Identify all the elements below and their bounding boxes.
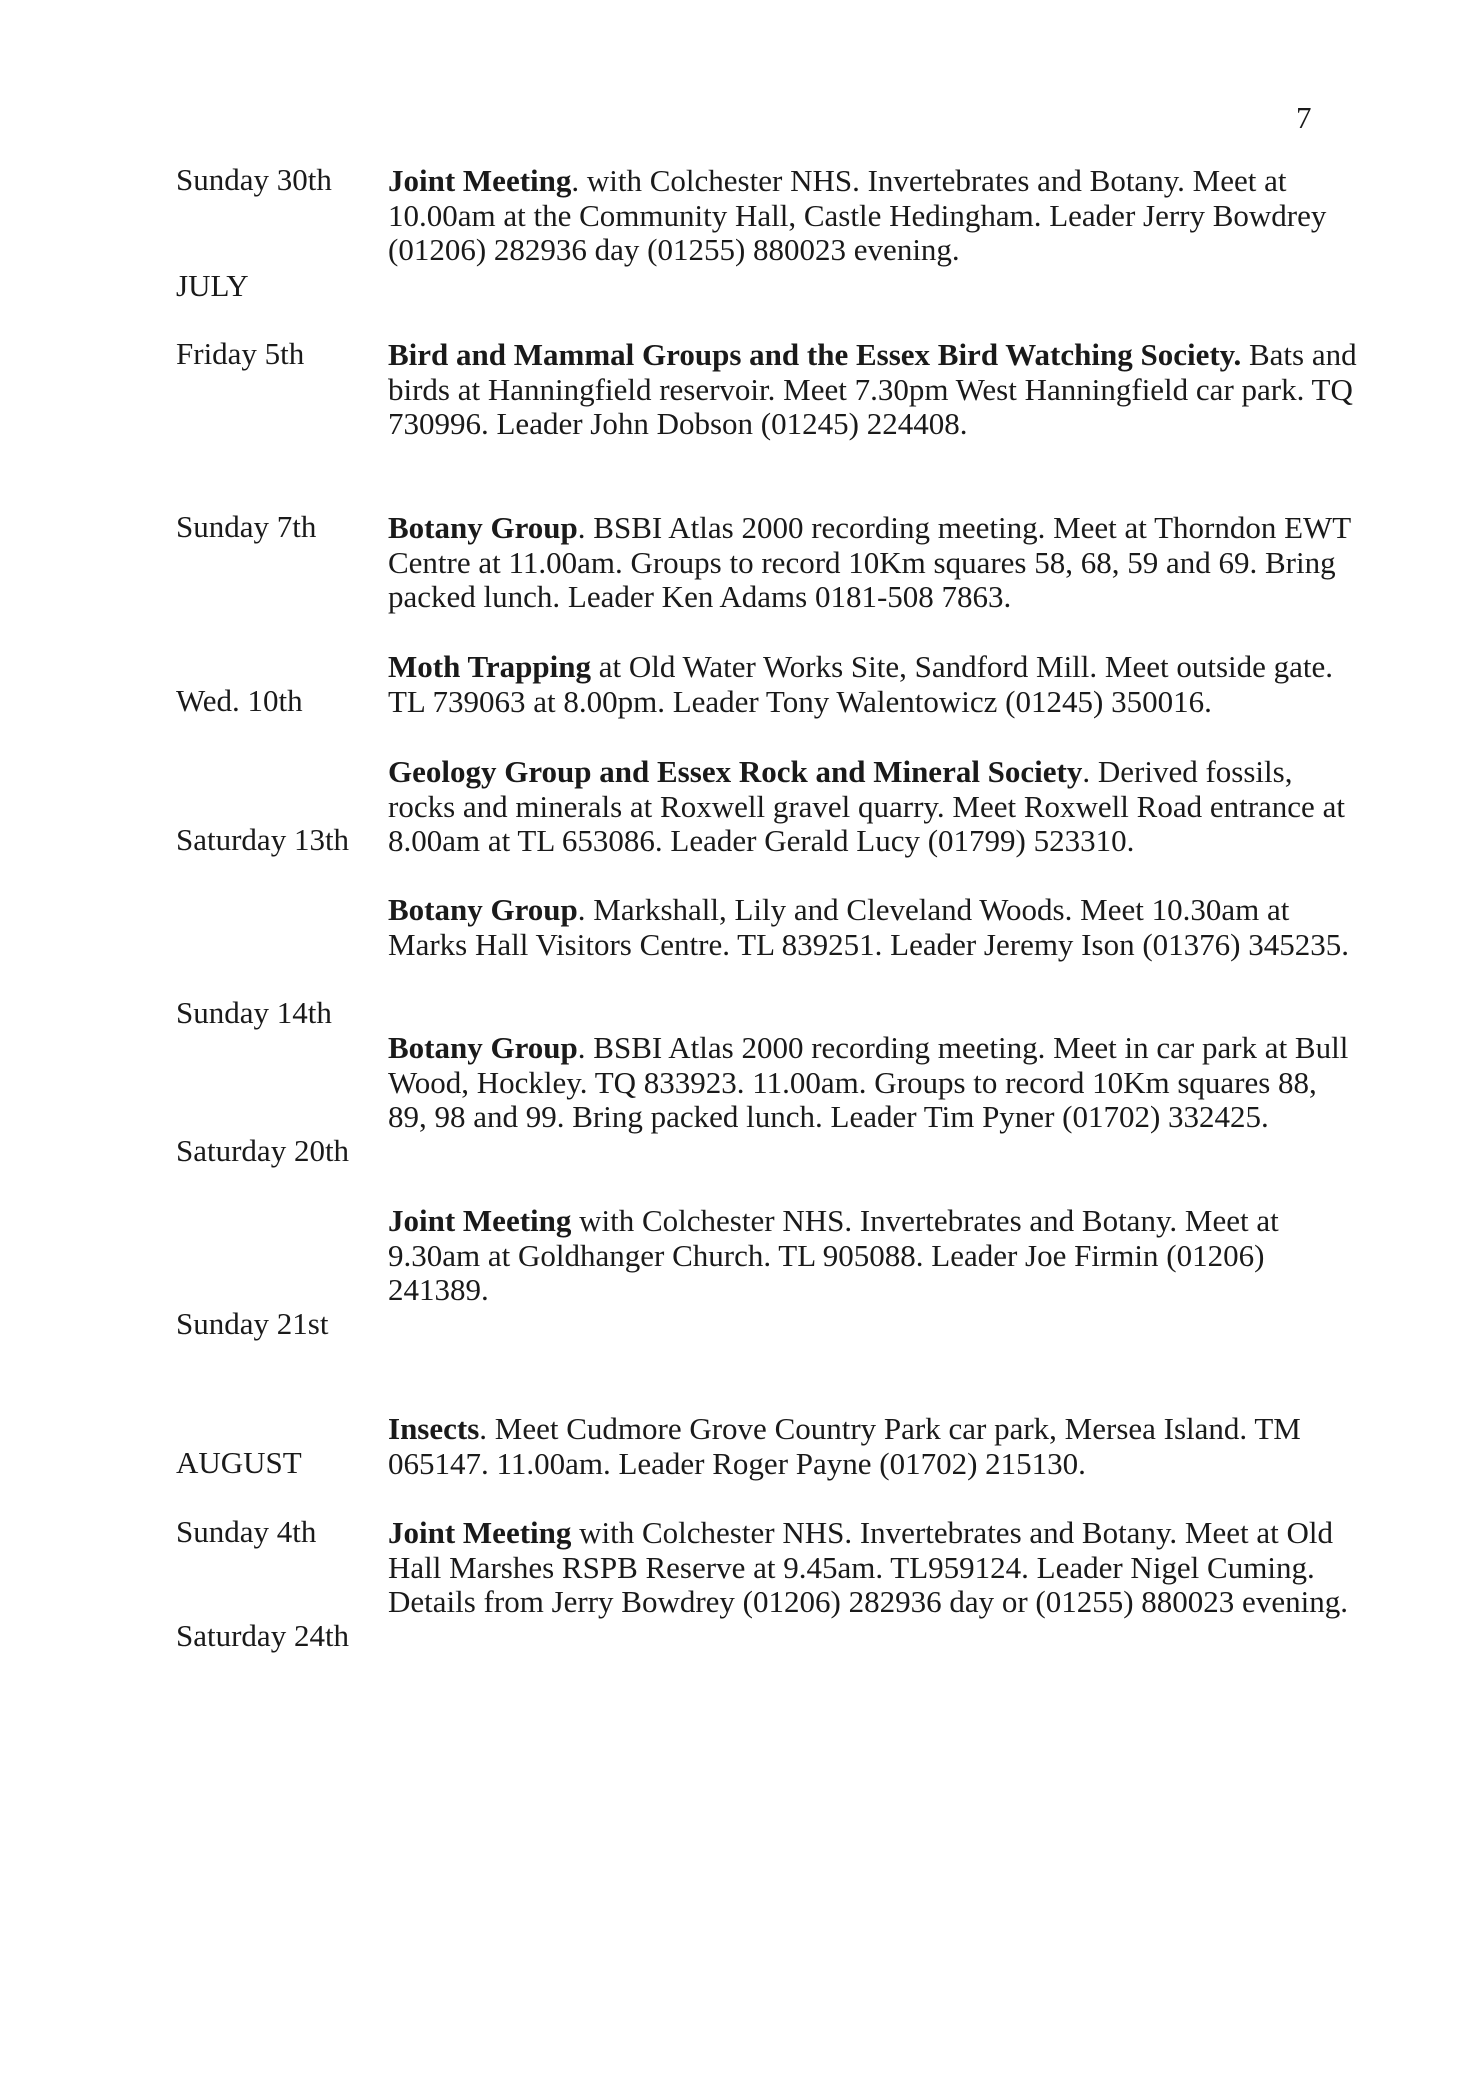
date-label: Sunday 14th <box>176 995 332 1030</box>
event-details: . BSBI Atlas 2000 recording meeting. Meet at Thorndon EWT Centre at 11.00am. Groups to record 10Km squares 58, 68, 59 and 69. Bring packed lunch. Leader Ken Adams 0181-508 7863. <box>388 510 1351 614</box>
event-entry <box>388 338 1358 442</box>
event-heading: Botany Group <box>388 510 578 545</box>
event-entry <box>388 1516 1358 1620</box>
date-label: Wed. 10th <box>176 683 303 718</box>
event-entry <box>388 755 1358 859</box>
event-heading: Insects <box>388 1411 480 1446</box>
event-heading: Botany Group <box>388 1030 578 1065</box>
date-label: Saturday 20th <box>176 1133 350 1168</box>
date-label: Sunday 4th <box>176 1514 317 1549</box>
date-label: Friday 5th <box>176 336 305 371</box>
date-label: Saturday 24th <box>176 1618 350 1653</box>
event-heading: Joint Meeting <box>388 163 572 198</box>
event-details: with Colchester NHS. Invertebrates and Botany. Meet at Old Hall Marshes RSPB Reserve at 9.45am. TL959124. Leader Nigel Cuming. Details from Jerry Bowdrey (01206) 282936 day or (01255) 880023 evening. <box>388 1515 1348 1619</box>
event-details: with Colchester NHS. Invertebrates and Botany. Meet at 9.30am at Goldhanger Church. TL 905088. Leader Joe Firmin (01206) 241389. <box>388 1203 1279 1307</box>
event-details: Bats and birds at Hanningfield reservoir. Meet 7.30pm West Hanningfield car park. TQ 730996. Leader John Dobson (01245) 224408. <box>388 337 1357 441</box>
event-details: . Meet Cudmore Grove Country Park car park, Mersea Island. TM 065147. 11.00am. Leader Roger Payne (01702) 215130. <box>388 1411 1301 1481</box>
event-details: . with Colchester NHS. Invertebrates and Botany. Meet at 10.00am at the Community Hall, Castle Hedingham. Leader Jerry Bowdrey (01206) 282936 day (01255) 880023 evening. <box>388 163 1327 267</box>
event-details: . Markshall, Lily and Cleveland Woods. Meet 10.30am at Marks Hall Visitors Centre. TL 839251. Leader Jeremy Ison (01376) 345235. <box>388 892 1349 962</box>
event-heading: Moth Trapping <box>388 649 591 684</box>
event-heading: Bird and Mammal Groups and the Essex Bird Watching Society. <box>388 337 1242 372</box>
event-details: at Old Water Works Site, Sandford Mill. Meet outside gate. TL 739063 at 8.00pm. Leader Tony Walentowicz (01245) 350016. <box>388 649 1334 719</box>
event-entry <box>388 893 1358 962</box>
month-heading: AUGUST <box>176 1445 302 1480</box>
month-heading: JULY <box>176 268 249 303</box>
event-heading: Botany Group <box>388 892 578 927</box>
date-label: Saturday 13th <box>176 822 350 857</box>
event-entry <box>388 1031 1358 1135</box>
date-label: Sunday 7th <box>176 509 317 544</box>
event-heading: Geology Group and Essex Rock and Mineral Society <box>388 754 1083 789</box>
event-entry <box>388 164 1358 268</box>
event-entry <box>388 1204 1358 1308</box>
event-entry <box>388 511 1358 615</box>
date-label: Sunday 21st <box>176 1306 329 1341</box>
page-number: 7 <box>1296 100 1312 135</box>
event-heading: Joint Meeting <box>388 1203 572 1238</box>
event-details: . BSBI Atlas 2000 recording meeting. Meet in car park at Bull Wood, Hockley. TQ 833923. 11.00am. Groups to record 10Km squares 88, 89, 98 and 99. Bring packed lunch. Leader Tim Pyner (01702) 332425. <box>388 1030 1349 1134</box>
event-entry <box>388 650 1358 719</box>
date-label: Sunday 30th <box>176 162 332 197</box>
event-entry <box>388 1412 1358 1481</box>
event-heading: Joint Meeting <box>388 1515 572 1550</box>
event-details: . Derived fossils, rocks and minerals at Roxwell gravel quarry. Meet Roxwell Road entrance at 8.00am at TL 653086. Leader Gerald Lucy (01799) 523310. <box>388 754 1345 858</box>
